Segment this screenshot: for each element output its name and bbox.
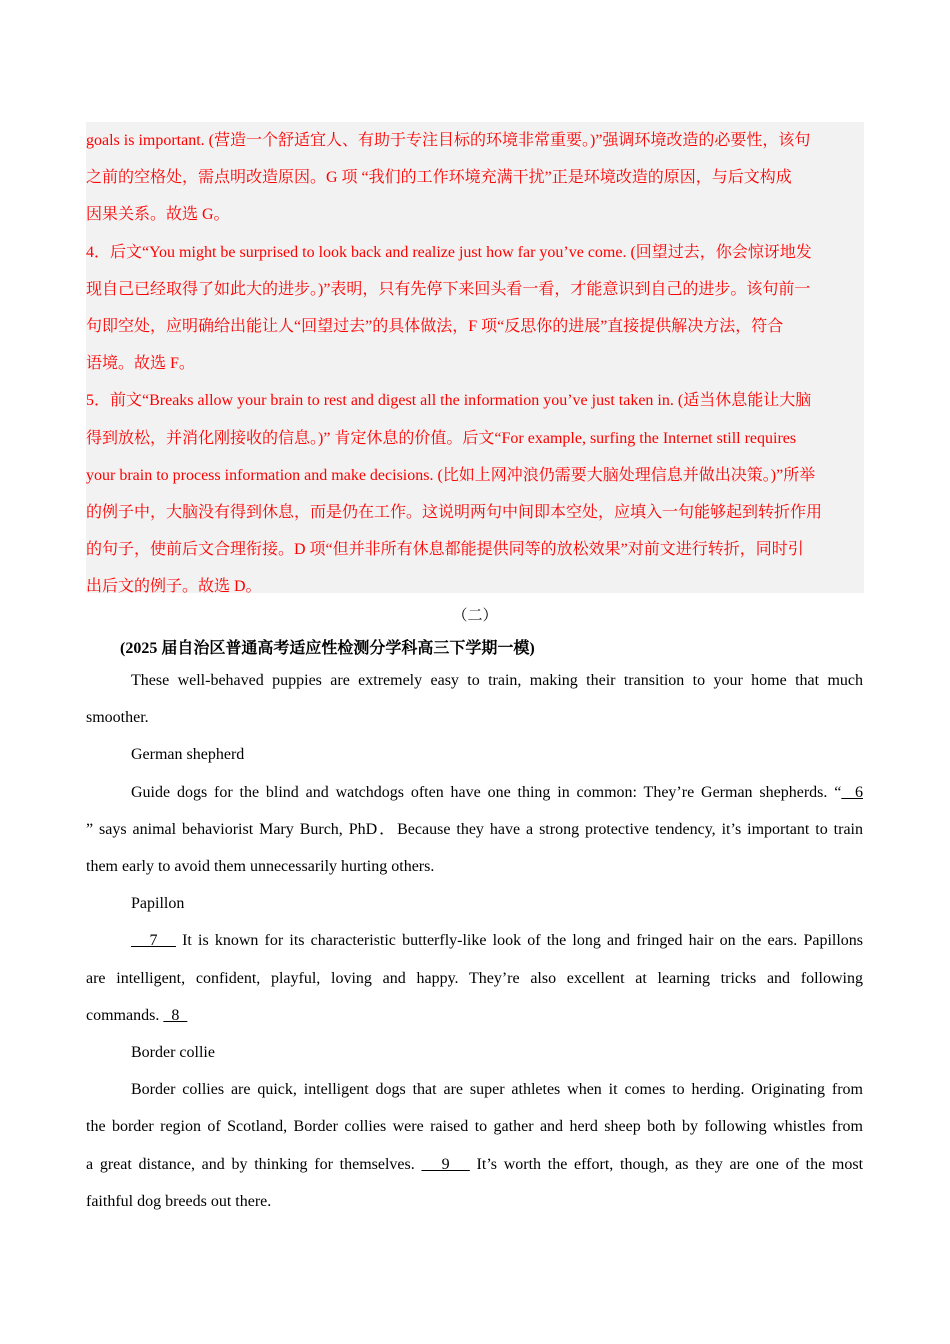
paragraph-line: are intelligent, confident, playful, loving and happy. They’re also excellent at learning tricks and following [86,969,863,987]
section-number: （二） [452,608,498,624]
answer-line: goals is important. (营造一个舒适宜人、有助于专注目标的环境非常重要。)”强调环境改造的必要性，该句 [86,132,811,149]
answer-line: 得到放松，并消化刚接收的信息。)” 肯定休息的价值。后文“For example, surfing the Internet still requires [86,429,797,447]
paragraph-line: the border region of Scotland, Border collies were raised to gather and herd sheep both by following whistles from [86,1118,863,1136]
paragraph-text: It’s worth the effort, though, as they are one of the most [469,1155,864,1173]
blank-6: 6 [841,783,863,801]
answer-line: 的句子，使前后文合理衔接。D 项“但并非所有休息都能提供同等的放松效果”对前文进行转折，同时引 [86,541,804,559]
paragraph-line: faithful dog breeds out there. [86,1192,272,1210]
answer-line: your brain to process information and make decisions. (比如上网冲浪仍需要大脑处理信息并做出决策。)”所举 [86,466,816,484]
paragraph-line [86,922,863,959]
heading-border-collie: Border collie [131,1044,215,1062]
answer-line: 因果关系。故选 G。 [86,206,230,224]
paragraph-line: ” says animal behaviorist Mary Burch, PhD．Because they have a strong protective tendency, it’s important to train [86,820,863,838]
paragraph-line [86,997,863,1034]
paragraph-line [86,1146,863,1183]
intro-line: smoother. [86,709,149,727]
answer-line: 出后文的例子。故选 D。 [86,578,262,596]
paragraph-text: Guide dogs for the blind and watchdogs often have one thing in common: They’re German shepherds. “ [131,783,842,801]
answer-line: 语境。故选 F。 [86,355,195,373]
paragraph-line [86,774,863,811]
answer-line: 5．前文“Breaks allow your brain to rest and digest all the information you’ve just taken in. (适当休息能让大脑 [86,392,812,410]
answer-line: 现自己已经取得了如此大的进步。)”表明，只有先停下来回头看一看，才能意识到自己的进步。该句前一 [86,280,811,298]
answer-line: 4．后文“You might be surprised to look back and realize just how far you’ve come. (回望过去，你会惊讶地发 [86,243,812,261]
heading-papillon: Papillon [131,895,185,913]
paragraph-line: Border collies are quick, intelligent dogs that are super athletes when it comes to herding. Originating from [131,1081,863,1099]
blank-7: 7 [131,932,176,950]
blank-9: 9 [421,1155,470,1173]
paragraph-text: It is known for its characteristic butterfly-like look of the long and fringed hair on the ears. Papillons [175,932,864,950]
blank-8: 8 [163,1006,188,1024]
intro-line: These well-behaved puppies are extremely easy to train, making their transition to your home that much [131,672,863,689]
paragraph-text: a great distance, and by thinking for themselves. [86,1155,422,1173]
answer-line: 的例子中，大脑没有得到休息，而是仍在工作。这说明两句中间即本空处，应填入一句能够起到转折作用 [86,504,823,522]
answer-line: 之前的空格处，需点明改造原因。G 项 “我们的工作环境充满干扰”正是环境改造的原因，与后文构成 [86,169,792,187]
paragraph-text: commands. [86,1006,164,1024]
answer-line: 句即空处，应明确给出能让人“回望过去”的具体做法，F 项“反思你的进展”直接提供解决方法，符合 [86,318,784,336]
reading-passage [86,662,863,1220]
exam-source: (2025 届自治区普通高考适应性检测分学科高三下学期一模) [120,640,535,657]
heading-german-shepherd: German shepherd [131,746,245,764]
paragraph-line: them early to avoid them unnecessarily hurting others. [86,858,435,876]
answer-explanation-box [86,122,864,596]
